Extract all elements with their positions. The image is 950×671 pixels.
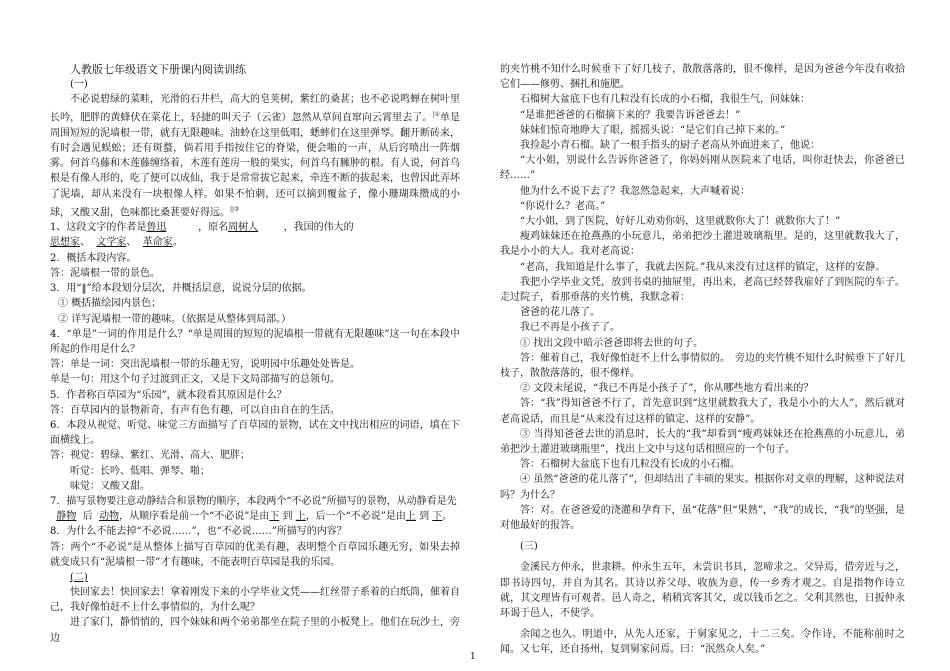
question-r3: ③ 当得知爸爸去世的消息时，长大的“我”却看到“瘦鸡妹妹还在抢燕燕的小玩意儿，弟弟把沙土灌进玻璃瓶里”，找出上文中与这句话相照应的一个句子。: [500, 428, 905, 456]
question-2: 2．概括本段内容。: [50, 252, 137, 264]
section-heading-2: (二): [70, 571, 88, 583]
question-5: 5．作者称百草园为“乐园”，就本段看其原因是什么？: [50, 389, 287, 401]
passage-2-line: “老高，我知道是什么事了，我就去医院。”我从来没有过这样的镇定，这样的安静。: [520, 261, 886, 273]
passage-2a: 快回家去！快回家去！拿着刚发下来的小学毕业文凭——红丝带子系着的白纸筒，催着自己，我好像怕赶不上什么事情似的，为什么呢？: [50, 586, 460, 614]
section-heading-1: (一): [70, 79, 88, 90]
page-number: 1: [470, 652, 476, 662]
answer-blank-name: 周树人: [228, 222, 259, 234]
passage-2-line: 瘦鸡妹妹还在抢燕燕的小玩意儿，弟弟把沙土灌进玻璃瓶里。是的，这里就数我大了，我是小小的大人。我对老高说：: [500, 231, 905, 258]
passage-1: 不必说碧绿的菜畦，光滑的石井栏，高大的皂荚树，紫红的桑葚；也不必说鸣蝉在树叶里长吟，肥胖的黄蜂伏在菜花上，轻捷的叫天子（云雀）忽然从草间直窜向云霄里去了。|①单是周围短短的泥墙根一带，就有无限趣味。油蛉在这里低唱，蟋蟀们在这里弹琴。翻开断砖来，有时会遇见蜈蚣；还有斑蝥，倘若用手指按住它的脊梁，便会啪的一声，从后窍喷出一阵烟雾。何首乌藤和木莲藤缠络着，木莲有莲房一般的果实，何首乌有臃肿的根。有人说，何首乌根是有像人形的，吃了便可以成仙，我于是常常拔它起来，牵连不断的拔起来，也曾因此弄坏了泥墙，却从来没有一块根像人样。如果不怕刺，还可以摘到覆盆子，像小珊瑚珠攒成的小球，又酸又甜，色味都比桑葚要好得远。||②: [50, 94, 461, 219]
answer-r2: 答：“我”得知爸爸不行了，首先意识到“这里就数我大了，我是小小的大人”，然后就对老高说话，而且是“从来没有过这样的镇定、这样的安静”。: [500, 398, 905, 425]
question-3: 3．用“‖”给本段划分层次，并概括层意，说说分层的依据。: [50, 283, 312, 295]
answer-blank-role1: 思想家: [50, 237, 80, 249]
question-1: 1、这段文字的作者是鲁迅 ，原名周树人 ，我国的伟大的 思想家、 文学家、 革命家。: [50, 222, 354, 249]
question-r4: ④ 虽然“爸爸的花儿落了”，但却结出了丰硕的果实。根据你对文章的理解，这种说法对吗？为什么？: [500, 474, 905, 501]
answer-3-2: ② 详写泥墙根一带的趣味。（依据是从整体到局部。）: [58, 313, 292, 325]
answer-r3: 答：石榴树大盆底下也有几粒没有长成的小石榴。: [520, 459, 740, 471]
passage-2-line: “你说什么？老高。”: [520, 200, 606, 212]
passage-2-line: 他为什么不说下去了？我忽然急起来，大声喊着说：: [520, 185, 750, 197]
passage-2-line: 我已不再是小孩子了。: [520, 322, 620, 334]
question-7: 7．描写景物要注意动静结合和景物的顺序，本段两个“不必说”所描写的景物，从动静看是先 静物 后 动物，从顺序看是前一个“不必说”是由下 到 上，后一个“不必说”是由上 到 下。: [50, 495, 457, 523]
answer-6-1: 答：视觉：碧绿、紫红、光滑、高大、肥胖；: [50, 450, 250, 462]
passage-2-line: 石榴树大盆底下也有几粒没有长成的小石榴，我很生气，问妹妹：: [520, 94, 810, 106]
passage-2-line: 我捡起小青石榴。缺了一根手指头的厨子老高从外面进来了，他说：: [520, 140, 820, 152]
passage-2-line: 爸爸的花儿落了。: [520, 307, 600, 319]
answer-blank-role2: 文学家: [96, 237, 127, 249]
passage-2-cont: 的夹竹桃不知什么时候垂下了好几枝子，散散落落的，很不像样，是因为爸爸今年没有收拾它们——修剪、捆扎和施肥。: [500, 64, 905, 91]
answer-blank-author: 鲁迅: [146, 222, 167, 234]
answer-4-2: 单是一句：用这个句子过渡到正文，又是下文局部描写的总领句。: [50, 374, 340, 386]
answer-5: 答：百草园内的景物新奇，有声有色有趣，可以自由自在的生活。: [50, 404, 340, 416]
question-r2: ② 文段末尾说，“我已不再是小孩子了”，你从哪些地方看出来的？: [520, 383, 814, 395]
answer-2: 答：泥墙根一带的景色。: [50, 267, 160, 279]
passage-2-line: “大小姐，到了医院，好好儿劝劝你妈，这里就数你大了！就数你大了！”: [520, 216, 841, 228]
passage-2b: 进了家门，静悄悄的，四个妹妹和两个弟弟都坐在院子里的小板凳上。他们在玩沙土，旁边: [50, 617, 460, 644]
question-r1: ① 找出文段中暗示爸爸即将去世的句子。: [520, 337, 704, 349]
answer-4-1: 答：单是一词：突出泥墙根一带的乐趣无穷，说明园中乐趣处处皆是。: [50, 359, 360, 371]
right-column: [500, 62, 905, 658]
answer-8: 答：两个“不必说”是从整体上描写百草园的优美有趣，表明整个百草园乐趣无穷，如果去掉就变成只有“泥墙根一带”才有趣味，不能表明百草园是我的乐园。: [50, 541, 460, 568]
question-4: 4．“单是”一词的作用是什么？“单是周围的短短的泥墙根一带就有无限趣味”这一句在本段中所起的作用是什么？: [50, 328, 460, 355]
answer-6-3: 味觉：又酸又甜。: [70, 480, 150, 492]
document-title: 人教版七年级语文下册课内阅读训练: [70, 63, 246, 76]
passage-2-line: 妹妹们惊奇地睁大了眼，摇摇头说：“是它们自己掉下来的。”: [520, 124, 786, 136]
passage-2-line: “大小姐，别说什么告诉你爸爸了，你妈妈刚从医院来了电话，叫你赶快去，你爸爸已经……”: [500, 155, 905, 182]
passage-2-line: 我把小学毕业文凭，放到书桌的抽屉里，再出来，老高已经替我雇好了到医院的车子。走过院子，看那垂落的夹竹桃，我默念着：: [500, 276, 905, 304]
section-heading-3: (三): [520, 541, 538, 553]
answer-r4: 答：对。在爸爸爱的浇灌和孕育下，虽“花落”但“果熟”，“我”的成长，“我”的坚强，是对他最好的报答。: [500, 504, 905, 532]
passage-2-line: “是谁把爸爸的石榴摘下来的？我要告诉爸爸去！”: [520, 109, 741, 121]
passage-3a: 金溪民方仲永，世隶耕。仲永生五年，未尝识书具，忽啼求之。父异焉，借旁近与之，即书诗四句，并自为其名。其诗以养父母、收族为意，传一乡秀才观之。自是指物作诗立就，其文理皆有可观者。邑人奇之，稍稍宾客其父，或以钱币乞之。父利其然也，日扳仲永环谒于邑人，不使学。: [500, 562, 905, 619]
answer-3-1: ① 概括描绘园内景色；: [58, 298, 162, 310]
answer-blank-role3: 革命家: [142, 237, 173, 249]
question-8: 8．为什么不能去掉“不必说……”，也“不必说……”所描写的内容？: [50, 526, 347, 538]
passage-3b: 余闻之也久。明道中，从先人还家，于舅家见之，十二三矣。令作诗，不能称前时之闻。又七年，还自扬州，复到舅家问焉。曰：“泯然众人矣。”: [500, 629, 905, 656]
answer-6-2: 听觉：长吟、低唱、弹琴、啪；: [70, 465, 210, 477]
question-6: 6．本段从视觉、听觉、味觉三方面描写了百草园的景物，试在文中找出相应的词语，填在下面横线上。: [50, 419, 460, 447]
left-column: [50, 62, 460, 646]
answer-r1: 答：催着自己，我好像怕赶不上什么事情似的。 旁边的夹竹桃不知什么时候垂下了好几枝子，散散落落的，很不像样。: [500, 352, 905, 380]
